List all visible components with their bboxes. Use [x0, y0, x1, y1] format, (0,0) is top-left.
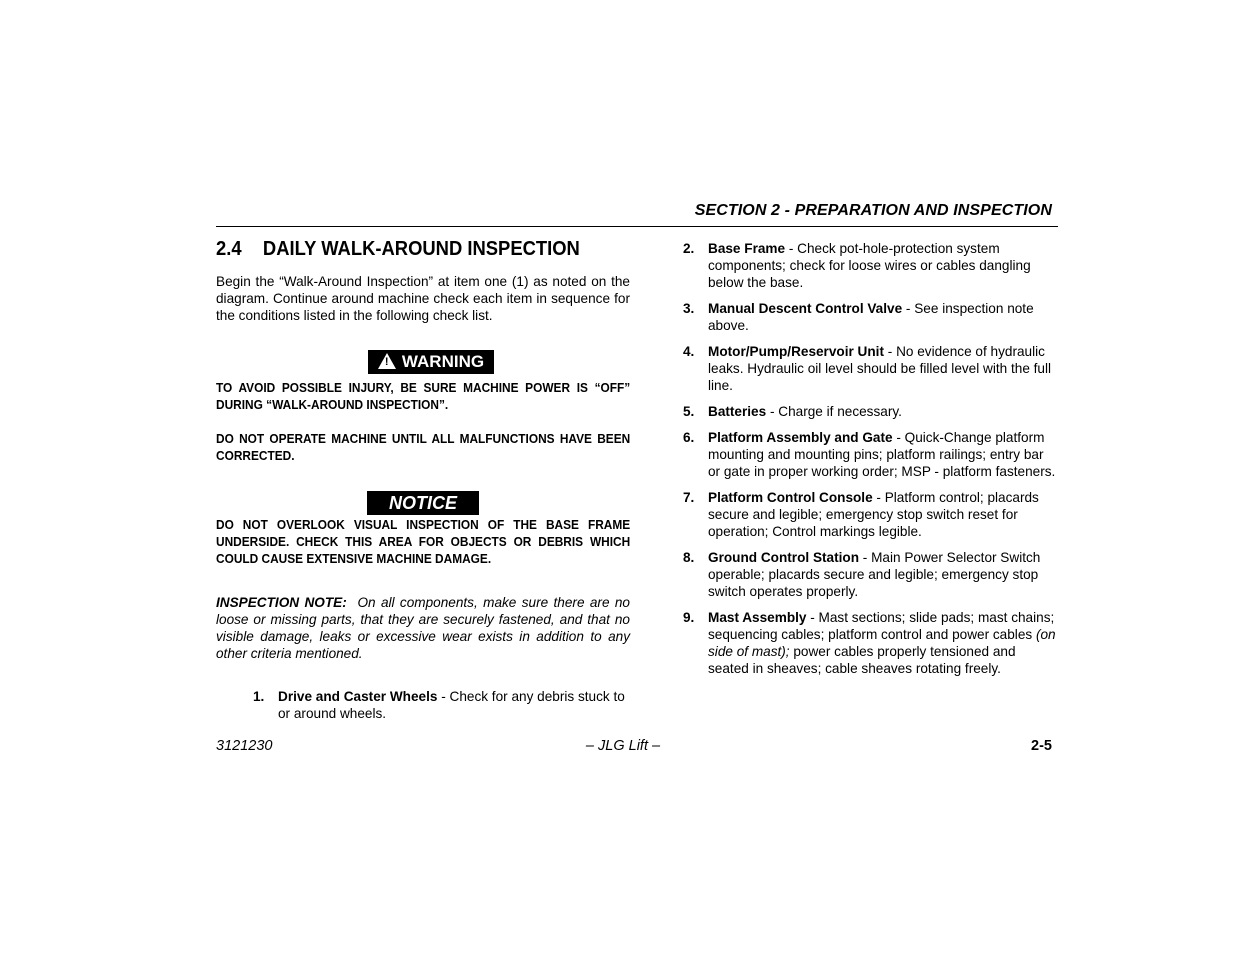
item-title: Mast Assembly — [708, 610, 807, 625]
footer-doc-number: 3121230 — [216, 738, 273, 754]
list-item — [683, 429, 1059, 480]
item-description: - Mast sections; slide pads; mast chains; sequencing cables; platform control and power cables — [708, 610, 1055, 642]
inspection-note-label: INSPECTION NOTE: — [216, 595, 347, 610]
item-description: - See inspection note above. — [708, 301, 1034, 333]
right-column — [683, 240, 1059, 686]
item-number: 1. — [253, 689, 265, 704]
footer-page-number: 2-5 — [1031, 738, 1052, 754]
item-description-continued: power cables properly tensioned and seated in sheaves; cable sheaves rotating freely. — [708, 644, 1016, 676]
item-text — [708, 429, 1059, 480]
item-text — [278, 688, 630, 722]
item-text — [708, 489, 1059, 540]
heading-number: 2.4 — [216, 238, 242, 260]
list-item — [683, 489, 1059, 540]
item-title: Batteries — [708, 404, 767, 419]
warning-label — [368, 350, 494, 374]
item-description: - Check pot-hole-protection system components; check for loose wires or cables dangling below the base. — [708, 241, 1031, 290]
item-number: 5. — [683, 404, 695, 419]
left-column — [216, 238, 630, 722]
item-text — [708, 240, 1059, 291]
item-number: 6. — [683, 430, 695, 445]
item-title: Manual Descent Control Valve — [708, 301, 903, 316]
list-item — [683, 343, 1059, 394]
notice-text: DO NOT OVERLOOK VISUAL INSPECTION OF THE BASE FRAME UNDERSIDE. CHECK THIS AREA FOR OBJECTS OR DEBRIS WHICH COULD CAUSE EXTENSIVE MACHINE DAMAGE. — [216, 518, 631, 566]
heading-title: DAILY WALK-AROUND INSPECTION — [262, 238, 580, 260]
item-number: 3. — [683, 301, 695, 316]
item-title: Drive and Caster Wheels — [278, 689, 438, 704]
item-description: - Charge if necessary. — [766, 404, 902, 419]
item-description: - Platform control; placards secure and legible; emergency stop switch reset for operation; Control markings legible. — [708, 490, 1039, 539]
item-title: Ground Control Station — [708, 550, 860, 565]
item-description: - Check for any debris stuck to or around wheels. — [278, 689, 625, 721]
section-header: SECTION 2 - PREPARATION AND INSPECTION — [694, 202, 1052, 219]
section-heading — [216, 238, 597, 261]
item-title: Platform Assembly and Gate — [708, 430, 893, 445]
item-text — [708, 343, 1059, 394]
list-item — [683, 609, 1059, 677]
list-item — [683, 403, 1059, 420]
warning-triangle-icon: ! — [378, 353, 396, 369]
item-number: 2. — [683, 241, 695, 256]
footer-publisher: – JLG Lift – — [585, 738, 661, 754]
item-description: - Quick-Change platform mounting and mounting pins; platform railings; entry bar or gate in proper working order; MSP - platform fasteners. — [708, 430, 1056, 479]
inspection-note — [216, 594, 630, 662]
warning-text-1: TO AVOID POSSIBLE INJURY, BE SURE MACHINE POWER IS “OFF” DURING “WALK-AROUND INSPECTION”. — [216, 381, 631, 412]
notice-label: NOTICE — [367, 491, 479, 515]
item-number: 8. — [683, 550, 695, 565]
header-rule — [216, 226, 1058, 227]
item-number: 7. — [683, 490, 695, 505]
item-text — [708, 549, 1059, 600]
item-italic-note: (on side of mast); — [708, 627, 1056, 659]
list-item — [683, 549, 1059, 600]
item-title: Platform Control Console — [708, 490, 873, 505]
item-text — [708, 300, 1059, 334]
list-item — [683, 240, 1059, 291]
inspection-note-text: On all components, make sure there are no loose or missing parts, that they are securely fastened, and that no visible damage, leaks or excessive wear exists in addition to any other criteria mentioned. — [216, 595, 630, 661]
warning-text-2: DO NOT OPERATE MACHINE UNTIL ALL MALFUNCTIONS HAVE BEEN CORRECTED. — [216, 432, 631, 463]
intro-paragraph: Begin the “Walk-Around Inspection” at item one (1) as noted on the diagram. Continue around machine check each item in sequence for the conditions listed in the following check list. — [216, 274, 630, 323]
item-title: Motor/Pump/Reservoir Unit — [708, 344, 884, 359]
item-description: - Main Power Selector Switch operable; placards secure and legible; emergency stop switch operates properly. — [708, 550, 1041, 599]
item-text — [708, 403, 1059, 420]
list-item — [253, 688, 630, 722]
warning-label-text: WARNING — [401, 352, 485, 371]
list-item — [683, 300, 1059, 334]
item-number: 4. — [683, 344, 695, 359]
item-text — [708, 609, 1059, 677]
item-description: - No evidence of hydraulic leaks. Hydraulic oil level should be filled level with the full line. — [708, 344, 1052, 393]
item-number: 9. — [683, 610, 695, 625]
item-title: Base Frame — [708, 241, 786, 256]
